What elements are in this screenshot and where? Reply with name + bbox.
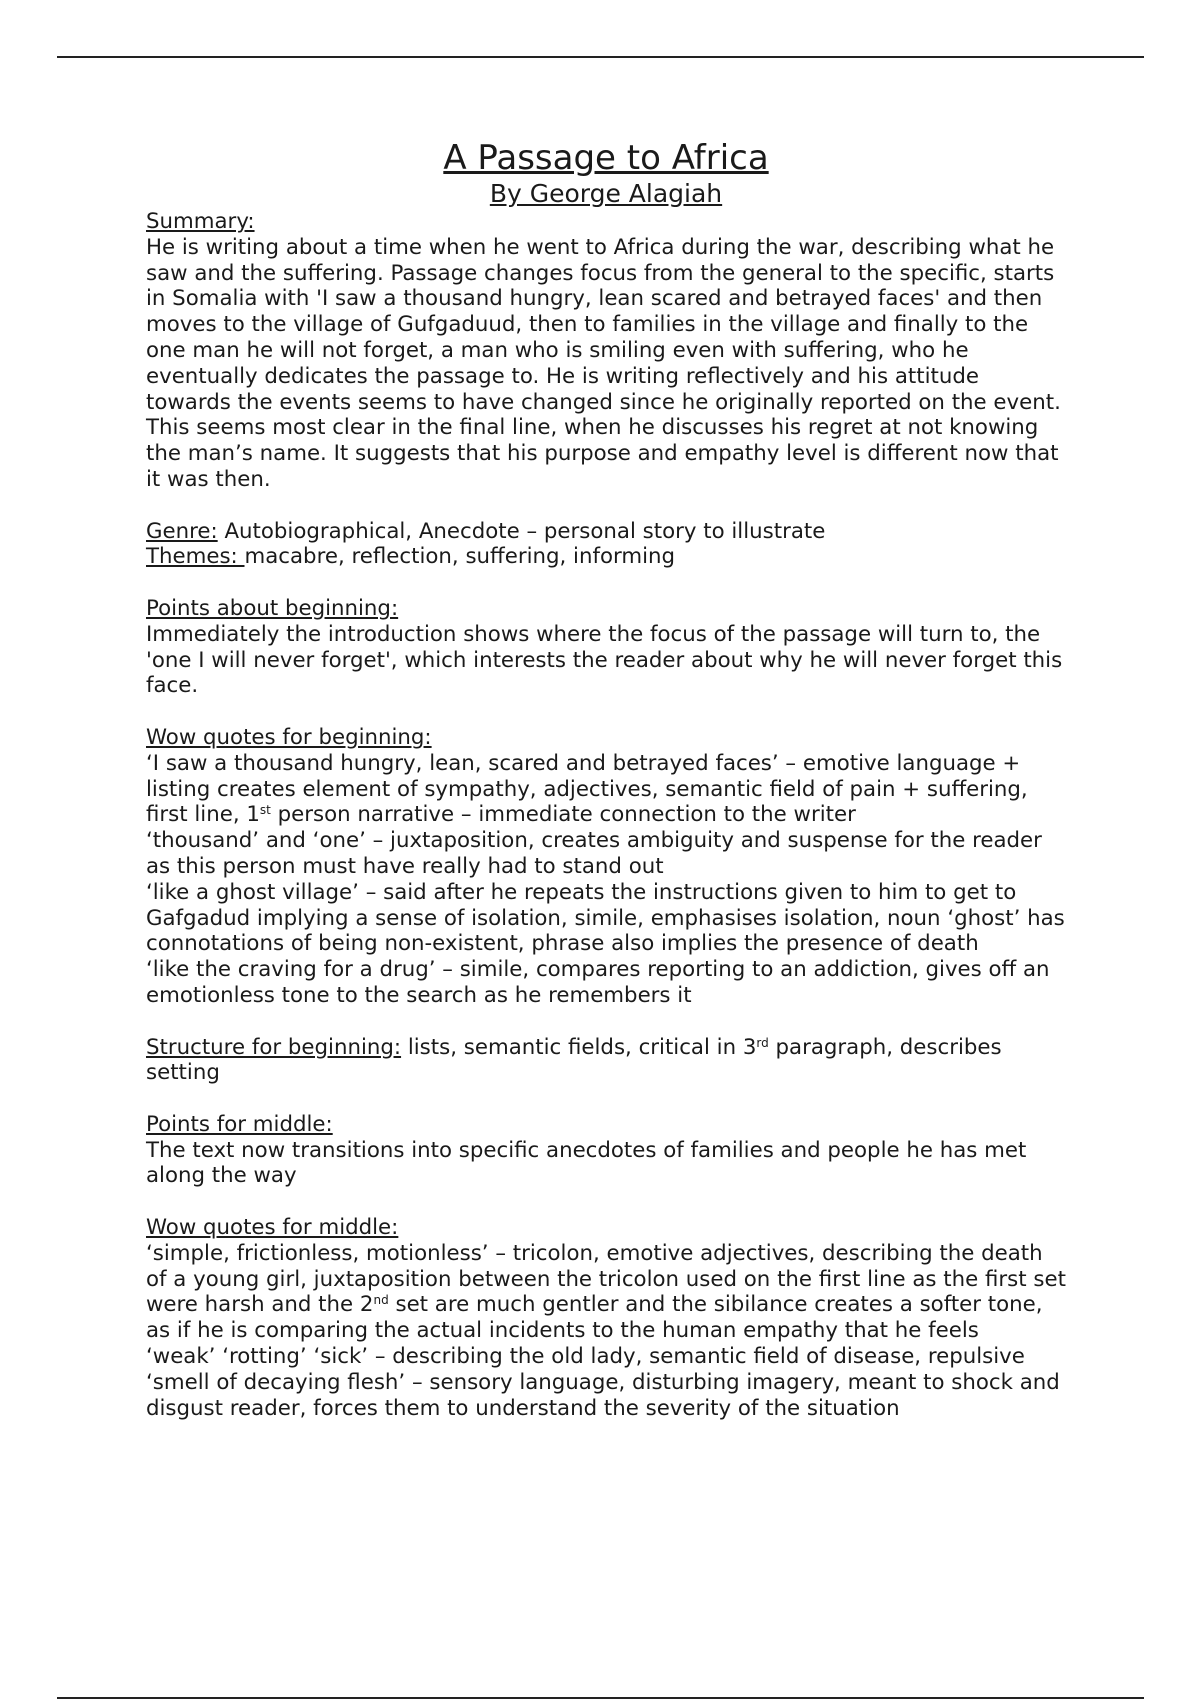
quote-text: ‘simple, frictionless, motionless’ – tricolon, emotive adjectives, describing the death of a young girl, juxtaposition between the tricolon used on the first line as the first set were harsh and the 2 [146,1240,1066,1318]
ordinal-suffix: st [259,803,271,818]
wow-middle-quote-2: ‘weak’ ‘rotting’ ‘sick’ – describing the old lady, semantic field of disease, repulsive [146,1344,1025,1370]
wow-beginning-quote-1 [146,751,1066,828]
ordinal-suffix: nd [373,1293,389,1308]
wow-middle-quote-1 [146,1241,1066,1344]
genre-label: Genre: [146,518,218,544]
wow-middle-quote-3: ‘smell of decaying flesh’ – sensory language, disturbing imagery, meant to shock and disgust reader, forces them to understand the severity of the situation [146,1369,1060,1421]
structure-text: lists, semantic fields, critical in 3 [401,1034,757,1060]
document-title: A Passage to Africa [443,138,769,178]
structure-text: paragraph, describes setting [146,1034,1002,1086]
points-middle-heading: Points for middle: [146,1111,333,1137]
wow-beginning-quote-4: ‘like the craving for a drug’ – simile, compares reporting to an addiction, gives off an emotionless tone to the search as he remembers it [146,957,1050,1008]
ordinal-suffix: rd [756,1035,769,1050]
themes-label: Themes: [146,544,245,570]
wow-beginning-heading: Wow quotes for beginning: [146,724,432,750]
wow-middle-heading: Wow quotes for middle: [146,1215,399,1241]
top-rule [57,56,1144,58]
points-middle-body: The text now transitions into specific anecdotes of families and people he has met along the way [146,1137,1027,1189]
summary-heading: Summary: [146,209,255,234]
wow-beginning-quote-2: ‘thousand’ and ‘one’ – juxtaposition, creates ambiguity and suspense for the reader as this person must have really had to stand out [146,828,1042,879]
document-author: By George Alagiah [489,179,723,208]
summary-body: He is writing about a time when he went to Africa during the war, describing what he saw and the suffering. Passage changes focus from the general to the specific, starts in Somalia with 'I saw a thousand hungry, lean scared and betrayed faces' and then moves to the village of Gufgaduud, then to families in the village and finally to the one man he will not forget, a man who is smiling even with suffering, who he eventually dedicates the passage to. He is writing reflectively and his attitude towards the events seems to have changed since he originally reported on the event. This seems most clear in the final line, when he discusses his regret at not knowing the man’s name. It suggests that his purpose and empathy level is different now that it was then. [146,234,1061,492]
quote-text: set are much gentler and the sibilance creates a softer tone, as if he is comparing the actual incidents to the human empathy that he feels [146,1292,1043,1344]
bottom-rule [57,1697,1144,1699]
themes-text: macabre, reflection, suffering, informing [244,544,676,570]
points-beginning-body: Immediately the introduction shows where the focus of the passage will turn to, the 'one I will never forget', which interests the reader about why he will never forget this face. [146,621,1063,699]
wow-beginning-quote-3: ‘like a ghost village’ – said after he repeats the instructions given to him to get to Gafgadud implying a sense of isolation, simile, emphasises isolation, noun ‘ghost’ has connotations of being non-existent, phrase also implies the presence of death [146,879,1065,957]
document-page [146,138,1066,1421]
themes-line [146,544,1066,570]
points-beginning-heading: Points about beginning: [146,595,399,621]
genre-line [146,519,1066,545]
quote-text: ‘I saw a thousand hungry, lean, scared and betrayed faces’ – emotive language + listing creates element of sympathy, adjectives, semantic field of pain + suffering, first line, 1 [146,750,1028,828]
genre-text: Autobiographical, Anecdote – personal story to illustrate [217,518,826,544]
quote-text: person narrative – immediate connection to the writer [270,802,856,828]
structure-beginning-label: Structure for beginning: [146,1034,402,1060]
structure-beginning-line [146,1035,1066,1087]
